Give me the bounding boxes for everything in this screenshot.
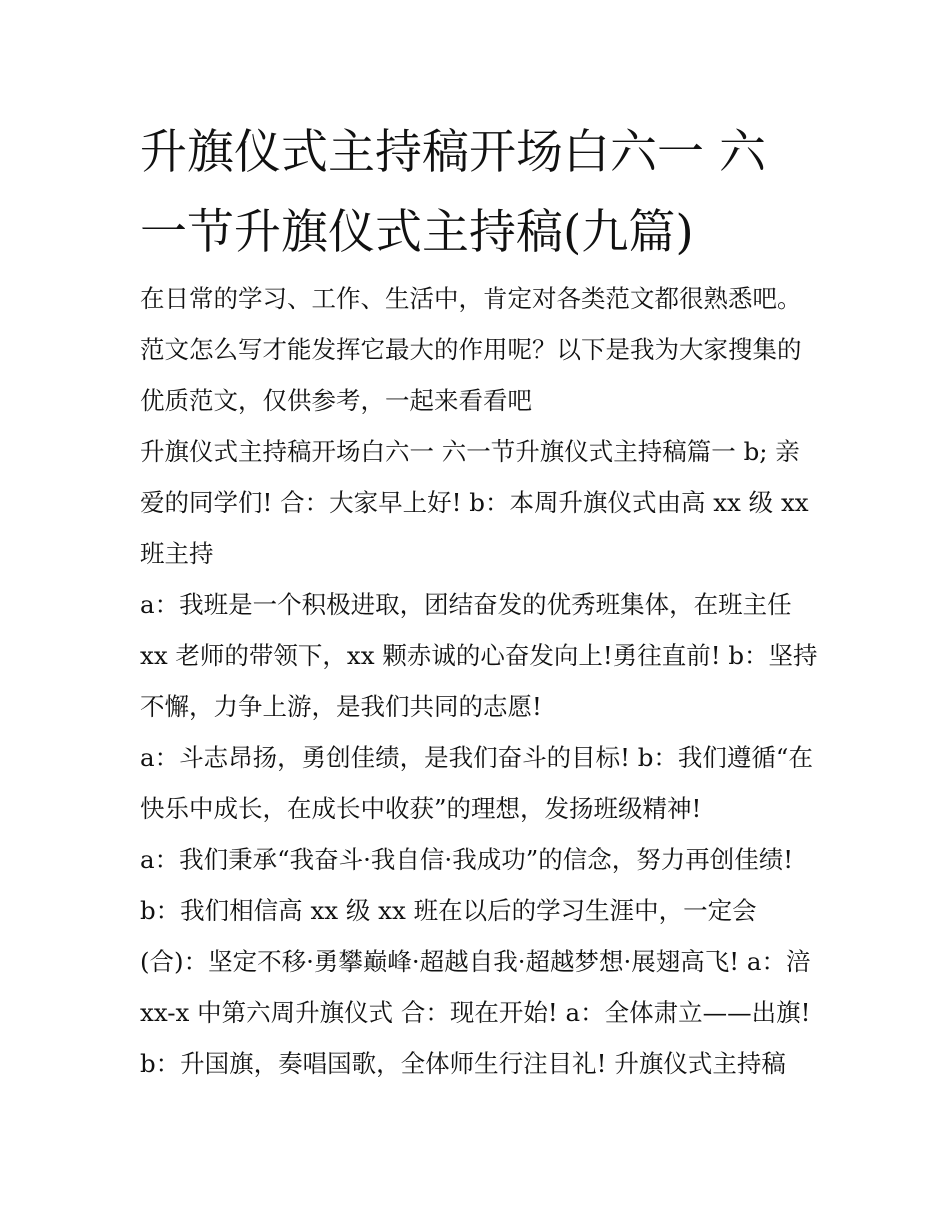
body-line: a：我班是一个积极进取，团结奋发的优秀班集体，在班主任 xyxy=(140,590,792,619)
body-line: 班主持 xyxy=(140,539,214,568)
body-line: 不懈，力争上游，是我们共同的志愿! xyxy=(140,692,542,721)
body-line: 在日常的学习、工作、生活中，肯定对各类范文都很熟悉吧。 xyxy=(140,284,802,313)
body-line: 范文怎么写才能发挥它最大的作用呢？以下是我为大家搜集的 xyxy=(140,335,802,364)
title-line-1: 升旗仪式主持稿开场白六一 六 xyxy=(140,125,766,180)
body-line: 优质范文，仅供参考，一起来看看吧 xyxy=(140,386,532,415)
document-title xyxy=(140,113,830,273)
body-line: xx 老师的带领下，xx 颗赤诚的心奋发向上!勇往直前! b：坚持 xyxy=(140,641,818,670)
title-line-2: 一节升旗仪式主持稿(九篇) xyxy=(140,205,694,260)
body-line: 快乐中成长，在成长中收获”的理想，发扬班级精神! xyxy=(140,794,702,823)
body-line: (合)：坚定不移·勇攀巅峰·超越自我·超越梦想·展翅高飞! a：涪 xyxy=(140,947,811,976)
body-line: b：升国旗，奏唱国歌，全体师生行注目礼! 升旗仪式主持稿 xyxy=(140,1049,786,1078)
document-body xyxy=(140,273,830,1089)
body-line: 升旗仪式主持稿开场白六一 六一节升旗仪式主持稿篇一 b; 亲 xyxy=(140,437,800,466)
body-line: a：我们秉承“我奋斗·我自信·我成功”的信念，努力再创佳绩! xyxy=(140,845,794,874)
body-line: b：我们相信高 xx 级 xx 班在以后的学习生涯中，一定会 xyxy=(140,896,757,925)
body-line: xx-x 中第六周升旗仪式 合：现在开始! a：全体肃立——出旗! xyxy=(140,998,811,1027)
body-line: 爱的同学们! 合：大家早上好! b：本周升旗仪式由高 xx 级 xx xyxy=(140,488,809,517)
body-line: a：斗志昂扬，勇创佳绩，是我们奋斗的目标! b：我们遵循“在 xyxy=(140,743,813,772)
